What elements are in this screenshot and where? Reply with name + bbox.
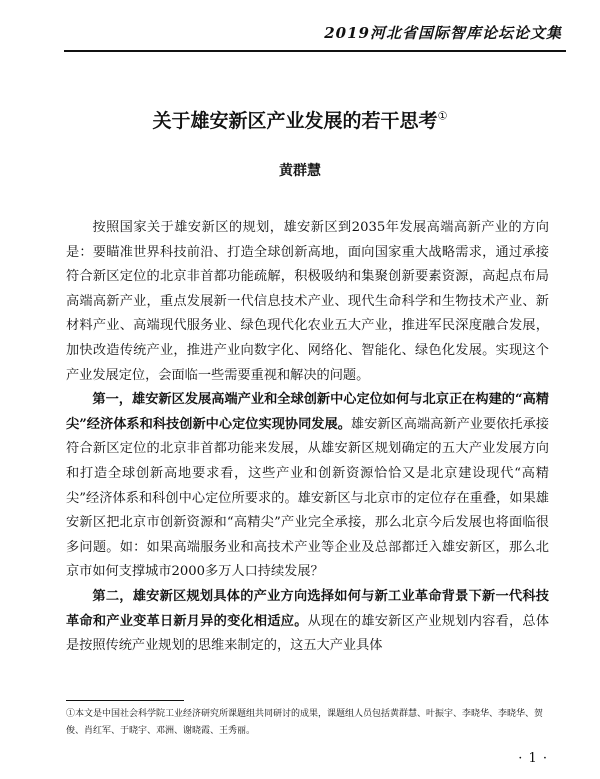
article-title (0, 106, 600, 133)
author-name: 黄群慧 (279, 163, 321, 179)
paragraph-second-point-text: 从现在的雄安新区产业规划内容看，总体是按照传统产业规划的思维来制定的，这五大产业具体 (66, 613, 550, 654)
footnote-marker: ① (437, 109, 448, 123)
paragraph-second-point (66, 585, 549, 659)
paragraph-intro (66, 216, 549, 388)
running-header-title: 2019河北省国际智库论坛论文集 (324, 24, 562, 42)
article-title-text: 关于雄安新区产业发展的若干思考 (152, 110, 438, 132)
article-body (66, 216, 549, 659)
page-number: · 1 · (518, 751, 548, 766)
header-rule (64, 50, 566, 52)
paragraph-first-point-text: 雄安新区高端高新产业要依托承接符合新区定位的北京非首都功能来发展，从雄安新区规划确定的五大产业发展方向和打造全球创新高地要求看，这些产业和创新资源恰恰又是北京建设现代“高精尖”经济体系和科创中心定位所要求的。雄安新区与北京市的定位存在重叠，如果雄安新区把北京市创新资源和“高精尖”产业完全承接，那么北京今后发展也将面临很多问题。如：如果高端服务业和高技术产业等企业及总部都迁入雄安新区，那么北京市如何支撑城市2000多万人口持续发展？ (66, 416, 549, 580)
footnote-rule (66, 700, 184, 701)
paragraph-first-point-lead: 第一，雄安新区发展高端产业和全球创新中心定位如何与北京正在构建的“高精尖”经济体系和科技创新中心定位实现协同发展。 (66, 392, 549, 432)
footnote: ①本文是中国社会科学院工业经济研究所课题组共同研讨的成果，课题组人员包括黄群慧、叶振宇、李晓华、李晓华、贺俊、肖红军、于晓宇、邓洲、谢晓霞、王秀丽。 (66, 709, 544, 736)
paragraph-intro-text: 按照国家关于雄安新区的规划，雄安新区到2035年发展高端高新产业的方向是：要瞄准世界科技前沿、打造全球创新高地，面向国家重大战略需求，通过承接符合新区定位的北京非首都功能疏解，积极吸纳和集聚创新要素资源，高起点布局高端高新产业，重点发展新一代信息技术产业、现代生命科学和生物技术产业、新材料产业、高端现代服务业、绿色现代化农业五大产业，推进军民深度融合发展，加快改造传统产业，推进产业向数字化、网络化、智能化、绿色化发展。实现这个产业发展定位，会面临一些需要重视和解决的问题。 (66, 220, 549, 383)
paragraph-second-point-lead: 第二，雄安新区规划具体的产业方向选择如何与新工业革命背景下新一代科技革命和产业变革日新月异的变化相适应。 (66, 588, 549, 629)
paragraph-first-point (66, 388, 549, 585)
